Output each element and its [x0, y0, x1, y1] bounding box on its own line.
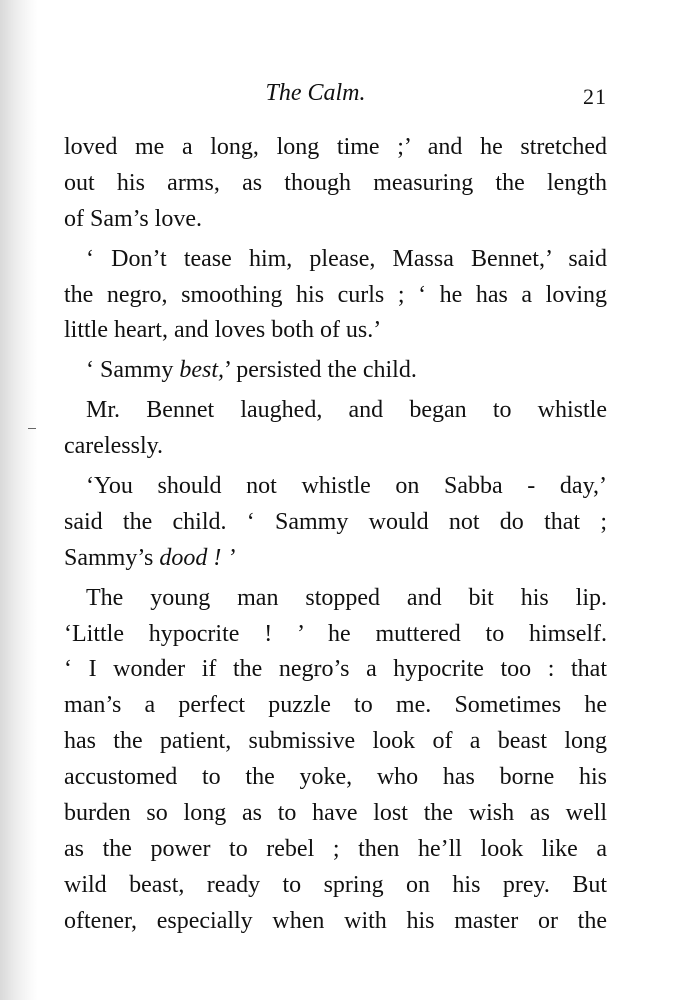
- text-line: man’s a perfect puzzle to me. Sometimes he: [64, 692, 607, 719]
- text-line: has the patient, submissive look of a beast long: [64, 728, 607, 755]
- text-line: the negro, smoothing his curls ; ‘ he has a loving: [64, 281, 607, 308]
- text-line: ‘Little hypocrite ! ’ he muttered to himself.: [64, 620, 607, 647]
- emphasis-text: dood ! ’: [159, 544, 236, 571]
- emphasis-text: best,: [179, 357, 224, 384]
- text-line: as the power to rebel ; then he’ll look like a: [64, 835, 607, 862]
- text-line: little heart, and loves both of us.’: [64, 317, 382, 344]
- text-line: accustomed to the yoke, who has borne his: [64, 764, 607, 791]
- text-line: ‘ I wonder if the negro’s a hypocrite too : that: [64, 656, 607, 683]
- text-line: burden so long as to have lost the wish as well: [64, 800, 607, 827]
- running-title: The Calm.: [265, 80, 366, 106]
- text-line: ‘You should not whistle on Sabba - day,’: [86, 473, 607, 500]
- page-gutter-shadow: [0, 0, 38, 1000]
- text-line: out his arms, as though measuring the length: [64, 169, 607, 196]
- text-line: of Sam’s love.: [64, 205, 202, 232]
- text-line: loved me a long, long time ;’ and he stretched: [64, 134, 607, 160]
- running-head: [64, 80, 607, 116]
- body-text: [64, 130, 607, 940]
- text-line: Sammy’s dood ! ’: [64, 544, 236, 571]
- text-line: oftener, especially when with his master or the: [64, 907, 607, 934]
- text-line: said the child. ‘ Sammy would not do that ;: [64, 508, 607, 535]
- text-line: carelessly.: [64, 433, 164, 460]
- text-line: Mr. Bennet laughed, and began to whistle: [86, 397, 607, 424]
- text-line: ‘ Don’t tease him, please, Massa Bennet,’ said: [86, 245, 607, 272]
- text-line: wild beast, ready to spring on his prey. But: [64, 871, 607, 898]
- text-line: The young man stopped and bit his lip.: [86, 584, 607, 611]
- text-line: ‘ Sammy best,’ persisted the child.: [86, 357, 417, 384]
- page-number: 21: [583, 84, 607, 109]
- margin-mark: [28, 428, 36, 429]
